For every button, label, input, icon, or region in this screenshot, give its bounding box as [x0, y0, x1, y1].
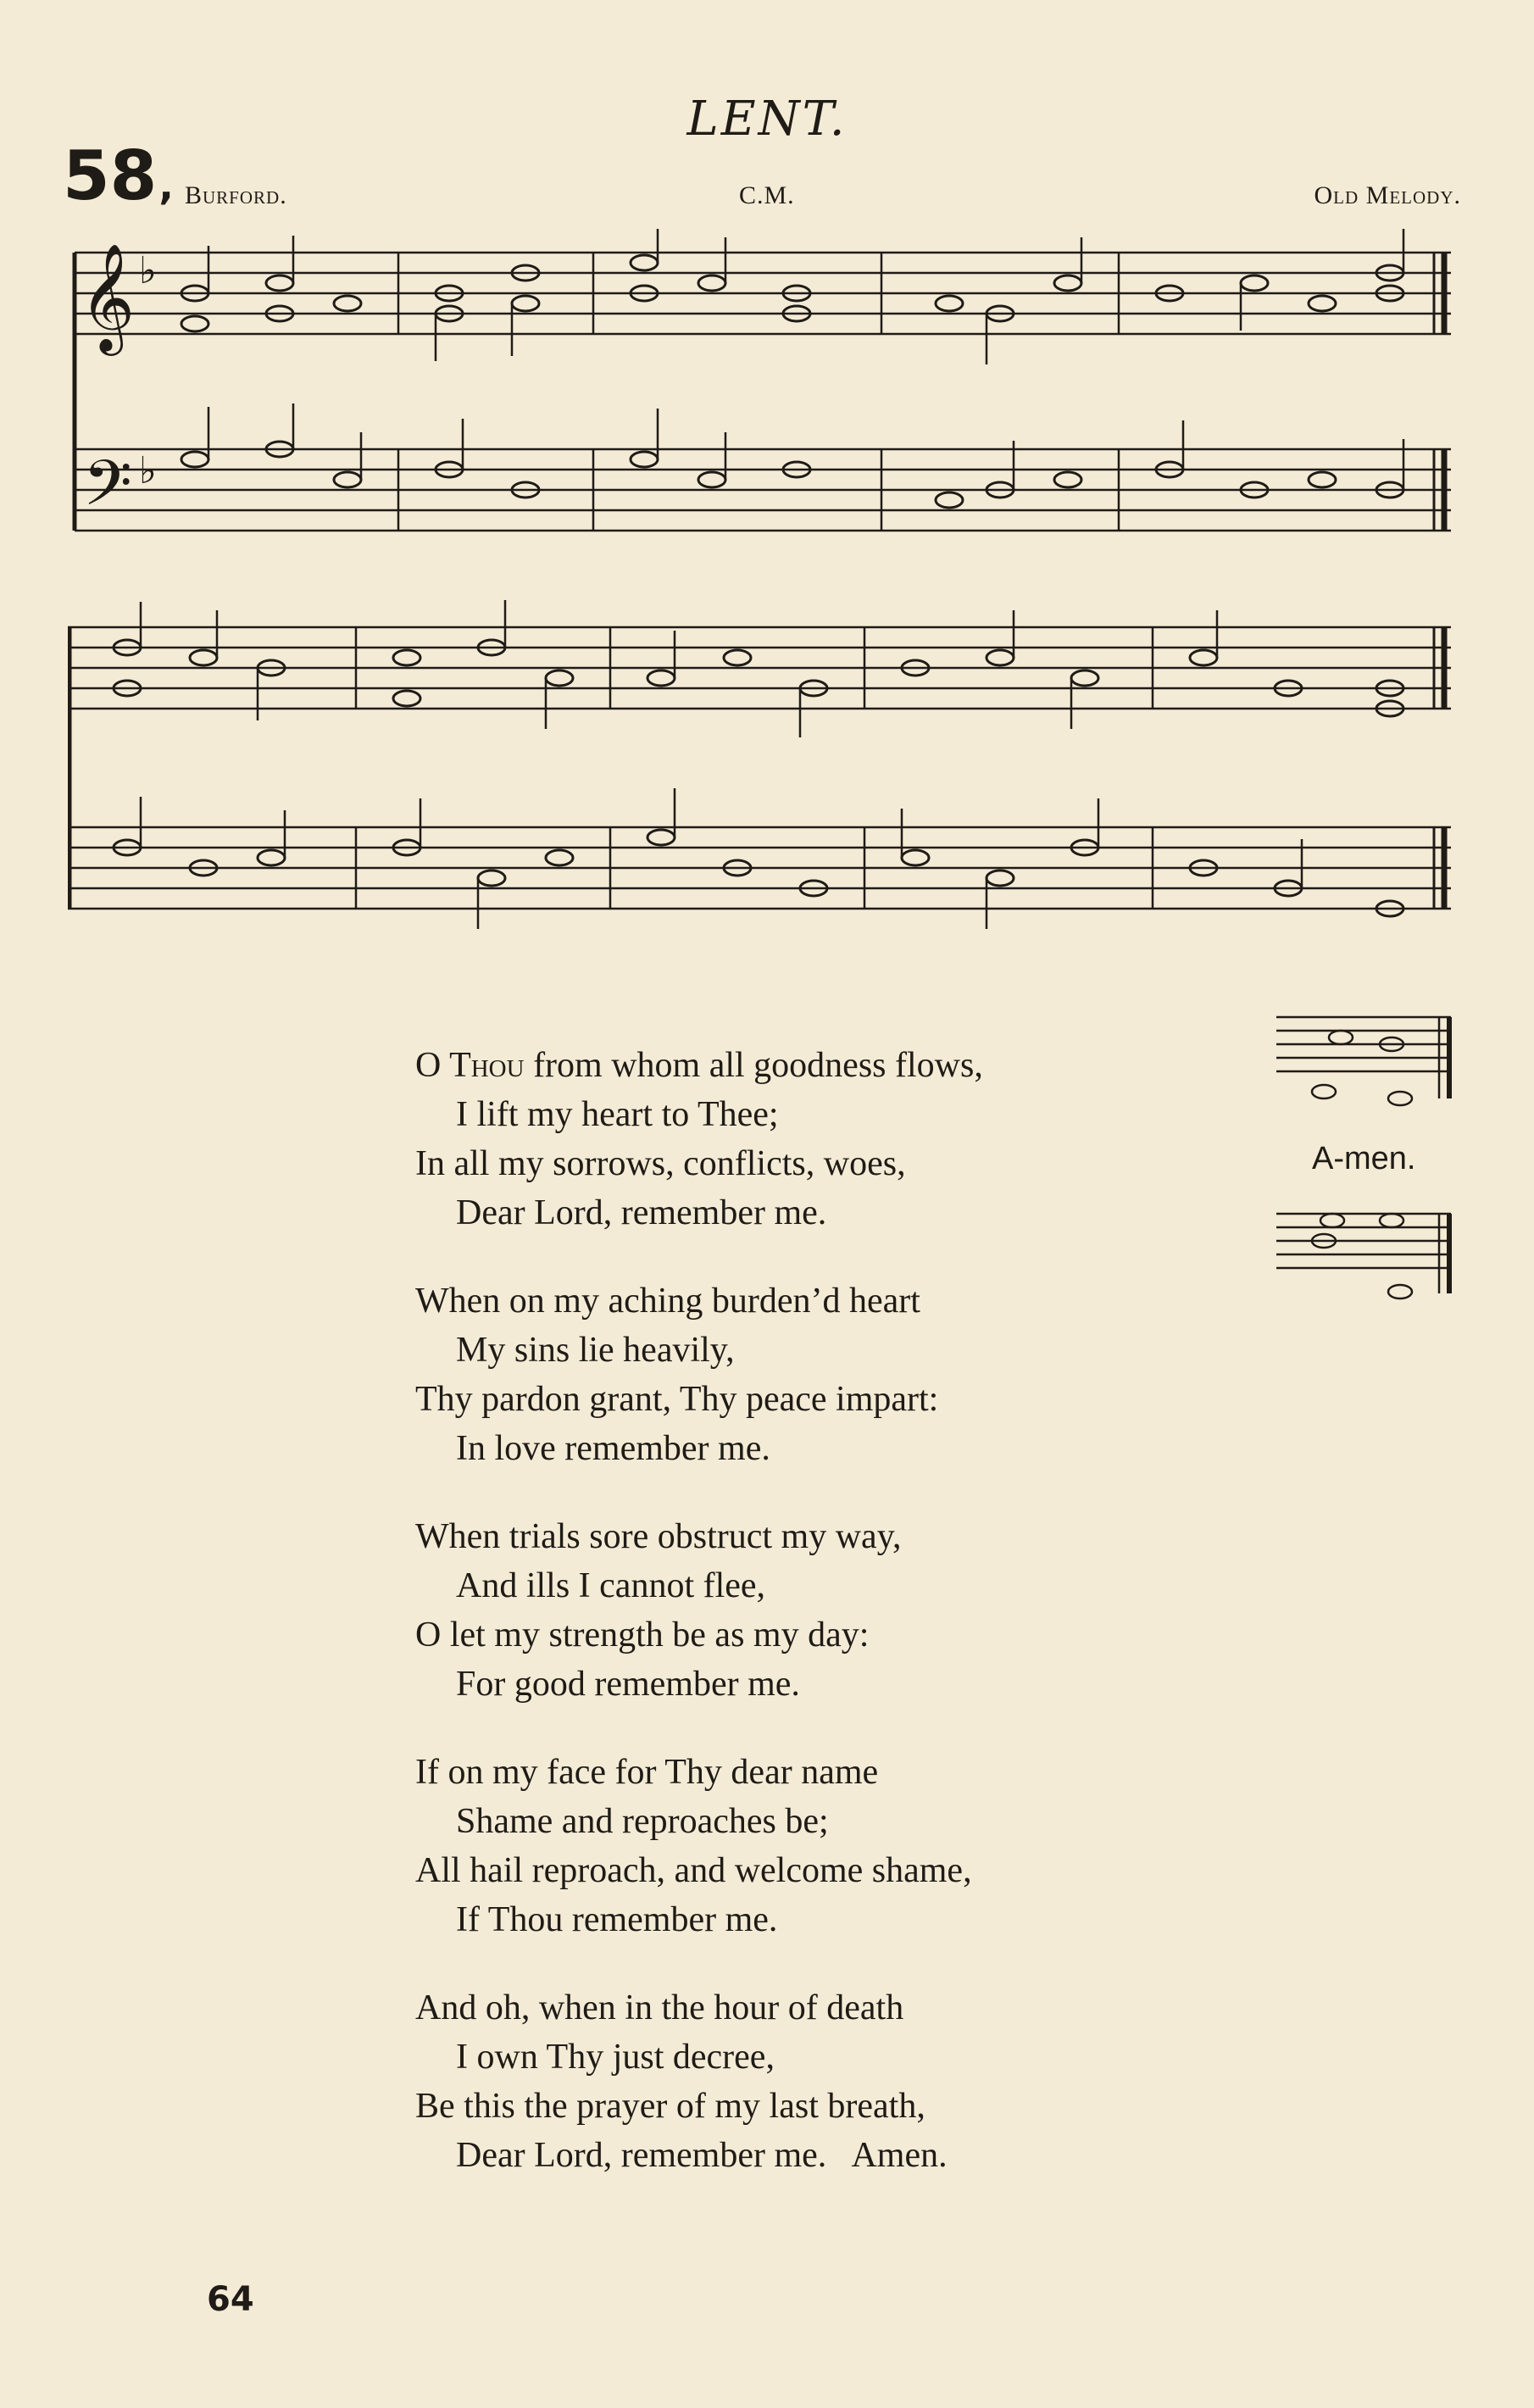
- page-number: 64: [207, 2280, 254, 2319]
- verse-2: [415, 1276, 983, 1473]
- verse-line: If Thou remember me.: [456, 1900, 778, 1939]
- svg-text:♭: ♭: [139, 249, 157, 292]
- verse-line-rest: from whom all goodness flows,: [524, 1046, 983, 1085]
- verse-line: O let my strength be as my day:: [415, 1616, 870, 1654]
- verse-line: If on my face for Thy dear name: [415, 1753, 879, 1792]
- verse-line: Shame and reproaches be;: [456, 1802, 829, 1841]
- verse-line: When trials sore obstruct my way,: [415, 1517, 902, 1556]
- verse-1: [415, 1041, 983, 1237]
- verse-line: And oh, when in the hour of death: [415, 1988, 904, 2027]
- verse-4: [415, 1748, 983, 1944]
- verse-line: Dear Lord, remember me. Amen.: [456, 2136, 948, 2175]
- verse-line: I own Thy just decree,: [456, 2038, 775, 2077]
- hymn-number: 58,: [63, 136, 174, 215]
- verse-line: And ills I cannot flee,: [456, 1566, 766, 1605]
- section-title: LENT.: [686, 92, 848, 147]
- meter: C.M.: [739, 181, 795, 209]
- verse-line: All hail reproach, and welcome shame,: [415, 1851, 972, 1890]
- hymn-verses: [415, 1041, 983, 2219]
- music-staves-1: [68, 229, 1458, 551]
- verse-line: My sins lie heavily,: [456, 1331, 735, 1370]
- verse-line: I lift my heart to Thee;: [456, 1095, 779, 1134]
- tune-name: Burford.: [185, 181, 287, 209]
- verse-line: In all my sorrows, conflicts, woes,: [415, 1144, 906, 1183]
- hymn-number-value: 58: [63, 136, 158, 215]
- verse-5: [415, 1983, 983, 2180]
- tune-source: Old Melody.: [1314, 181, 1461, 209]
- verse-first-words: O Thou: [415, 1046, 525, 1085]
- svg-text:𝄞: 𝄞: [80, 242, 136, 351]
- svg-text:♭: ♭: [139, 449, 157, 492]
- verse-line: For good remember me.: [456, 1665, 800, 1704]
- verse-line: Dear Lord, remember me.: [456, 1193, 827, 1232]
- verse-line: In love remember me.: [456, 1429, 770, 1468]
- amen-label: A-men.: [1312, 1141, 1416, 1176]
- verse-line: When on my aching burden’d heart: [415, 1282, 920, 1321]
- verse-line: Be this the prayer of my last breath,: [415, 2087, 925, 2126]
- verse-3: [415, 1512, 983, 1709]
- music-system-1: [68, 229, 1458, 551]
- verse-line: Thy pardon grant, Thy peace impart:: [415, 1380, 939, 1419]
- music-system-2: [68, 593, 1458, 949]
- svg-text:𝄢: 𝄢: [83, 447, 132, 536]
- verse-line: [415, 1041, 983, 1090]
- music-staves-2: [68, 593, 1458, 949]
